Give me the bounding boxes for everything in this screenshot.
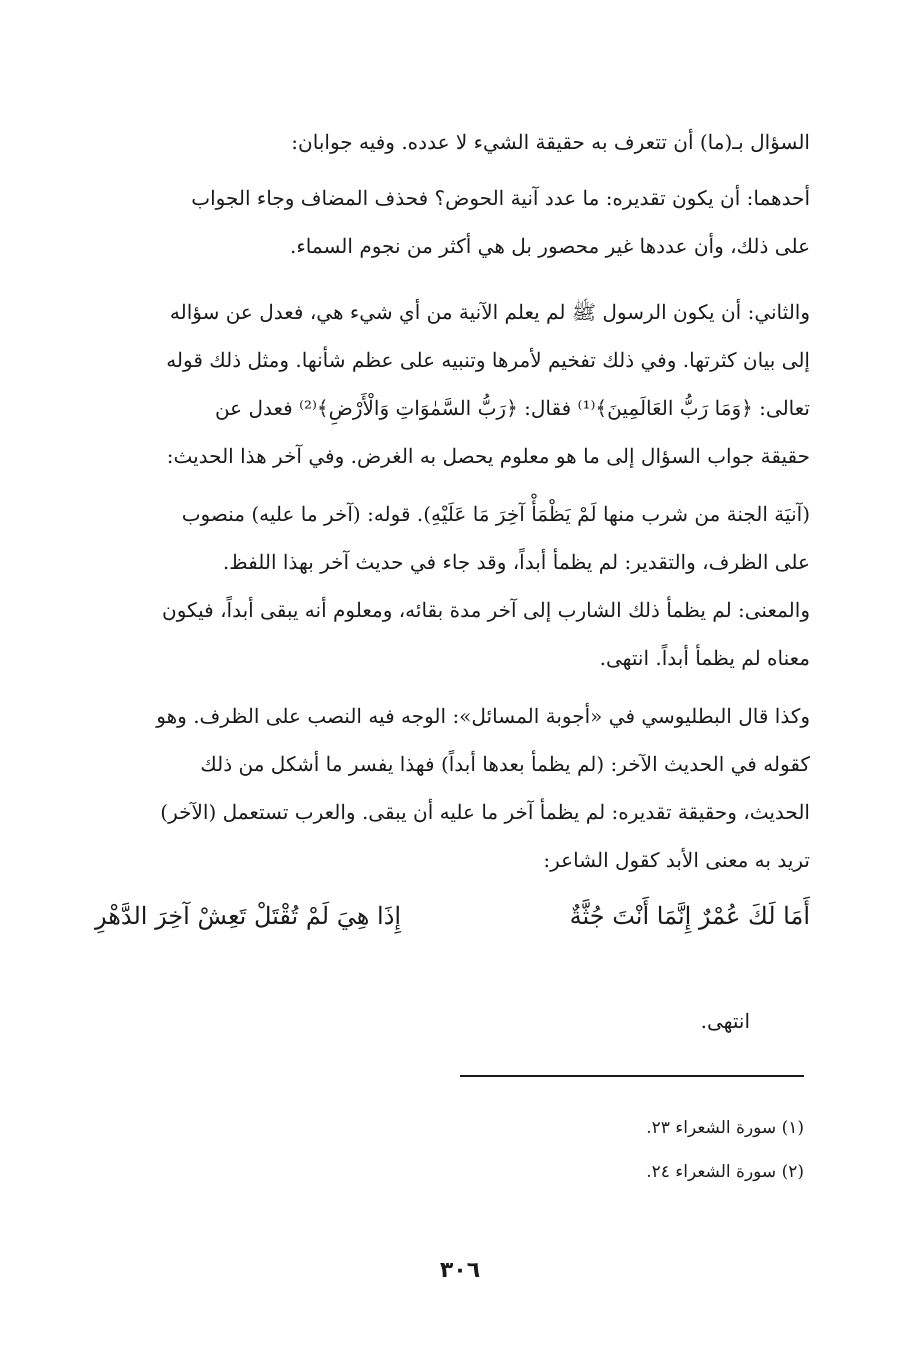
text-line: على الظرف، والتقدير: لم يظمأ أبداً، وقد جاء في حديث آخر بهذا اللفظ. (222, 550, 810, 574)
paragraph-4 (95, 490, 810, 682)
footnote-divider (460, 1075, 804, 1077)
text-line: والثاني: أن يكون الرسول ﷺ لم يعلم الآنية من أي شيء هي، فعدل عن سؤاله (169, 300, 810, 324)
paragraph-3 (95, 288, 810, 480)
text-line: وكذا قال البطليوسي في «أجوبة المسائل»: الوجه فيه النصب على الظرف. وهو (156, 704, 810, 728)
text-line: السؤال بـ(ما) أن تتعرف به حقيقة الشيء لا عدده. وفيه جوابان: (291, 130, 810, 154)
text-line: والمعنى: لم يظمأ ذلك الشارب إلى آخر مدة بقائه، ومعلوم أنه يبقى أبداً، فيكون (162, 598, 810, 622)
ending-text: انتهى. (700, 1009, 750, 1033)
text-line: تعالى: ﴿وَمَا رَبُّ العَالَمِينَ﴾⁽¹⁾ فقال: ﴿رَبُّ السَّمٰوَاتِ وَالْأَرْضِ﴾⁽²⁾ فعدل عن (214, 396, 810, 420)
text-line: الحديث، وحقيقة تقديره: لم يظمأ آخر ما عليه أن يبقى. والعرب تستعمل (الآخر) (160, 800, 810, 824)
poem-first-hemistich: أَمَا لَكَ عُمْرٌ إِنَّمَا أَنْتَ جُثَّةٌ (569, 902, 810, 930)
text-line: (آنيَة الجنة من شرب منها لَمْ يَظْمَأْ آخِرَ مَا عَلَيْهِ). قوله: (آخر ما عليه) منصوب (181, 502, 810, 526)
paragraph-2 (95, 174, 810, 270)
text-line: معناه لم يظمأ أبداً. انتهى. (599, 646, 810, 670)
text-line: إلى بيان كثرتها. وفي ذلك تفخيم لأمرها وتنبيه على عظم شأنها. ومثل ذلك قوله (166, 348, 810, 372)
text-line: أحدهما: أن يكون تقديره: ما عدد آنية الحوض؟ فحذف المضاف وجاء الجواب (191, 186, 810, 210)
poem-verse (95, 888, 810, 944)
text-line: على ذلك، وأن عددها غير محصور بل هي أكثر من نجوم السماء. (290, 234, 810, 258)
footnote-2: (٢) سورة الشعراء ٢٤. (646, 1162, 804, 1182)
page-number: ٣٠٦ (439, 1258, 481, 1283)
footnotes (460, 1106, 804, 1194)
text-line: تريد به معنى الأبد كقول الشاعر: (543, 848, 810, 872)
paragraph-1 (95, 118, 810, 166)
poem-second-hemistich: إِذَا هِيَ لَمْ تُقْتَلْ تَعِشْ آخِرَ الدَّهْرِ (95, 902, 402, 930)
text-line: كقوله في الحديث الآخر: (لم يظمأ بعدها أبداً) فهذا يفسر ما أشكل من ذلك (200, 752, 810, 776)
text-line: حقيقة جواب السؤال إلى ما هو معلوم يحصل به الغرض. وفي آخر هذا الحديث: (166, 444, 810, 468)
footnote-1: (١) سورة الشعراء ٢٣. (646, 1118, 804, 1138)
paragraph-5 (95, 692, 810, 884)
